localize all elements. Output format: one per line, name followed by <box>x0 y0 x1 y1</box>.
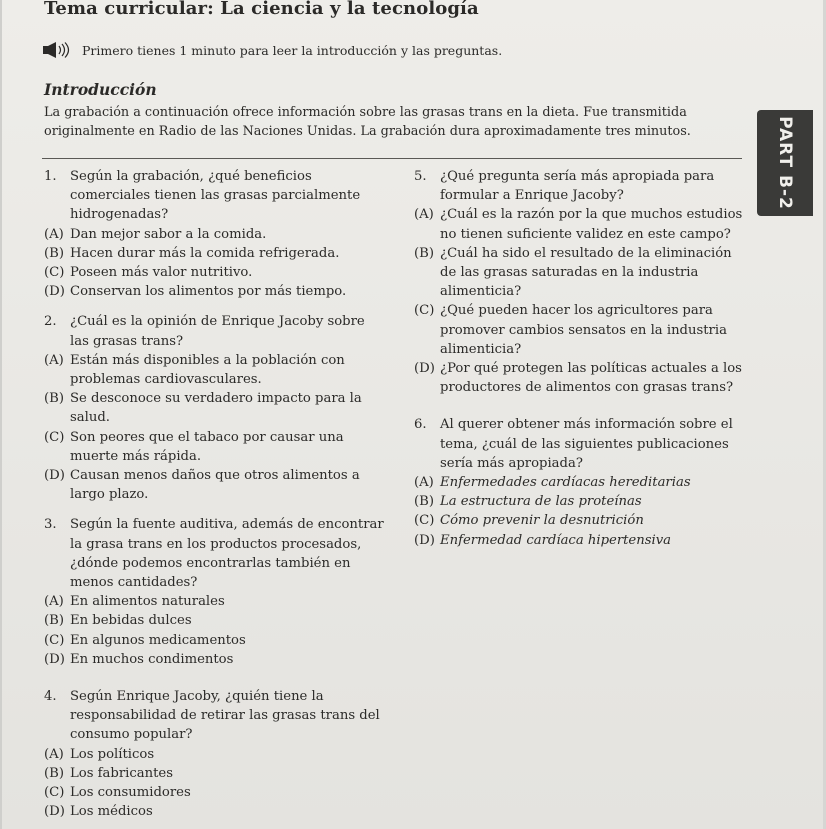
answer-option: (D) ¿Por qué protegen las políticas actuales a los productores de alimentos con grasas trans? <box>414 361 742 396</box>
answer-option: (C) En algunos medicamentos <box>44 632 246 648</box>
question-3 <box>44 515 384 669</box>
answer-option: (B) La estructura de las proteínas <box>414 494 642 510</box>
part-tab <box>757 110 813 216</box>
page-title: Tema curricular: La ciencia y la tecnología <box>44 0 479 19</box>
answer-option: (A) Los políticos <box>44 746 155 762</box>
answer-option: (A) Enfermedades cardíacas hereditarias <box>414 475 691 491</box>
question-stem: Según la grabación, ¿qué beneficios comerciales tienen las grasas parcialmente hidrogenadas? <box>70 169 361 223</box>
answer-option: (C) Cómo prevenir la desnutrición <box>414 513 644 529</box>
question-6 <box>414 415 749 549</box>
answer-option: (B) Se desconoce su verdadero impacto para la salud. <box>44 391 362 426</box>
audio-instruction-text: Primero tienes 1 minuto para leer la introducción y las preguntas. <box>82 42 503 58</box>
question-number: 1. <box>44 169 57 184</box>
question-number: 4. <box>44 689 57 705</box>
answer-option: (C) Son peores que el tabaco por causar una muerte más rápida. <box>44 429 344 464</box>
question-number: 6. <box>414 417 427 433</box>
speaker-icon <box>42 42 78 58</box>
part-tab-label: PART B-2 <box>775 116 795 210</box>
answer-option: (C) ¿Qué pueden hacer los agricultores para promover cambios sensatos en la industria alimenticia? <box>414 303 727 357</box>
answer-option: (C) Los consumidores <box>44 785 191 801</box>
questions-left-column <box>44 167 384 829</box>
answer-option: (A) Dan mejor sabor a la comida. <box>44 226 267 242</box>
question-stem: ¿Cuál es la opinión de Enrique Jacoby sobre las grasas trans? <box>70 314 365 349</box>
answer-option: (A) ¿Cuál es la razón por la que muchos estudios no tienen suficiente validez en este campo? <box>414 207 743 242</box>
answer-option: (A) En alimentos naturales <box>44 594 225 610</box>
section-divider <box>42 158 742 159</box>
question-stem: ¿Qué pregunta sería más apropiada para formular a Enrique Jacoby? <box>440 169 715 204</box>
answer-option: (B) ¿Cuál ha sido el resultado de la eliminación de las grasas saturadas en la industria alimenticia? <box>414 245 732 300</box>
introduction-text: La grabación a continuación ofrece información sobre las grasas trans en la dieta. Fue transmitida originalmente en Radio de las Naciones Unidas. La grabación dura aproximadamente tres minutos. <box>44 105 691 139</box>
page-edge-left <box>0 0 2 829</box>
answer-option: (B) Los fabricantes <box>44 765 173 781</box>
answer-option: (D) Los médicos <box>44 804 153 820</box>
question-stem: Según Enrique Jacoby, ¿quién tiene la responsabilidad de retirar las grasas trans del consumo popular? <box>70 689 380 743</box>
answer-option: (C) Poseen más valor nutritivo. <box>44 265 253 281</box>
question-number: 2. <box>44 314 57 330</box>
audio-instruction <box>42 42 502 58</box>
question-stem: Según la fuente auditiva, además de encontrar la grasa trans en los productos procesados, ¿dónde podemos encontrarlas también en menos cantidades? <box>70 517 384 591</box>
introduction-heading: Introducción <box>44 80 157 99</box>
question-1 <box>44 167 384 301</box>
question-5 <box>414 167 749 397</box>
question-number: 3. <box>44 517 57 533</box>
question-4 <box>44 687 384 821</box>
answer-option: (D) Enfermedad cardíaca hipertensiva <box>414 532 672 548</box>
question-stem: Al querer obtener más información sobre el tema, ¿cuál de las siguientes publicaciones sería más apropiada? <box>440 417 733 471</box>
questions-right-column <box>414 167 749 561</box>
answer-option: (B) Hacen durar más la comida refrigerada. <box>44 245 340 261</box>
answer-option: (D) Conservan los alimentos por más tiempo. <box>44 284 347 300</box>
question-2 <box>44 312 384 504</box>
answer-option: (B) En bebidas dulces <box>44 613 192 629</box>
answer-option: (D) En muchos condimentos <box>44 651 234 667</box>
answer-option: (A) Están más disponibles a la población con problemas cardiovasculares. <box>44 352 345 388</box>
answer-option: (D) Causan menos daños que otros alimentos a largo plazo. <box>44 468 360 503</box>
question-number: 5. <box>414 169 427 184</box>
